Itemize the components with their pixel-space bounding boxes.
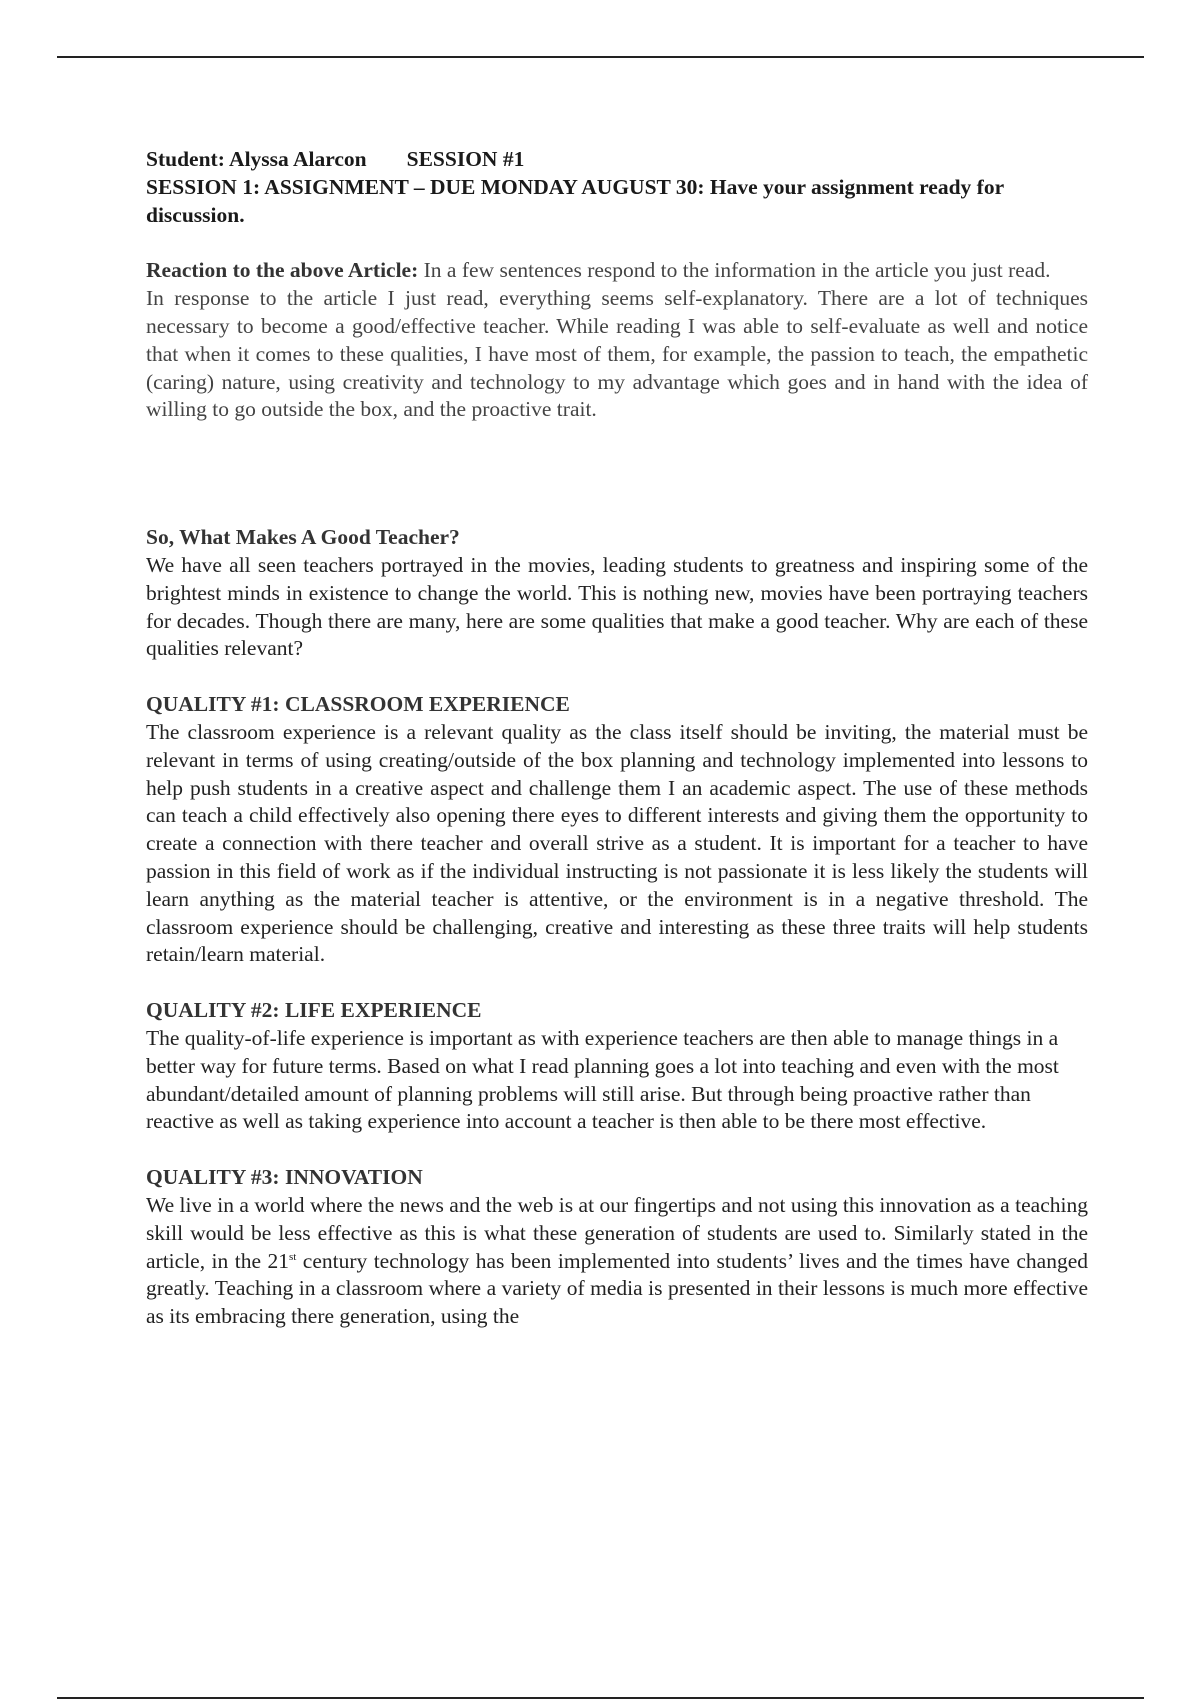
quality-1-body: The classroom experience is a relevant quality as the class itself should be inviting, the material must be relevant in terms of using creating/outside of the box planning and technology implemented into lessons to help push students in a creative aspect and challenge them I an academic aspect. The use of these methods can teach a child effectively also opening there eyes to different interests and giving them the opportunity to create a connection with there teacher and overall strive as a student. It is important for a teacher to have passion in this field of work as if the individual instructing is not passionate it is less likely the students will learn anything as the material teacher is attentive, or the environment is in a negative threshold. The classroom experience should be challenging, creative and interesting as these three traits will help students retain/learn material. — [146, 719, 1088, 967]
good-teacher-heading: So, What Makes A Good Teacher? — [146, 525, 460, 550]
ordinal-suffix: st — [288, 1250, 297, 1263]
good-teacher-body: We have all seen teachers portrayed in the movies, leading students to greatness and inspiring some of the brightest minds in existence to change the world. This is nothing new, movies have been portraying teachers for decades. Though there are many, here are some qualities that make a good teacher. Why are each of these qualities relevant? — [146, 552, 1088, 661]
quality-3-section — [146, 1164, 1088, 1331]
quality-3-heading: QUALITY #3: INNOVATION — [146, 1165, 423, 1190]
quality-2-body: The quality-of-life experience is important as with experience teachers are then able to manage things in a better way for future terms. Based on what I read planning goes a lot into teaching and even with the most abundant/detailed amount of planning problems will still arise. But through being proactive rather than reactive as well as taking experience into account a teacher is then able to be there most effective. — [146, 1025, 1059, 1134]
quality-3-body-part2: century technology has been implemented into students’ lives and the times have changed greatly. Teaching in a classroom where a variety of media is presented in their lessons is much more effective as its embracing there generation, using the — [146, 1248, 1089, 1329]
quality-1-heading: QUALITY #1: CLASSROOM EXPERIENCE — [146, 692, 570, 717]
quality-3-body-part1: We live in a world where the news and the web is at our fingertips and not using this innovation as a teaching skill would be less effective as this is what these generation of students are used to. Similarly stated in the article, in the 21 — [146, 1192, 1088, 1273]
quality-1-section — [146, 691, 1088, 969]
reaction-response: In response to the article I just read, everything seems self-explanatory. There are a lot of techniques necessary to become a good/effective teacher. While reading I was able to self-evaluate as well and notice that when it comes to these qualities, I have most of them, for example, the passion to teach, the empathetic (caring) nature, using creativity and technology to my advantage which goes and in hand with the idea of willing to go outside the box, and the proactive trait. — [146, 286, 1088, 422]
top-rule — [57, 56, 1144, 58]
assignment-line: SESSION 1: ASSIGNMENT – DUE MONDAY AUGUST 30: Have your assignment ready for discussion. — [146, 174, 1004, 227]
quality-2-section — [146, 997, 1088, 1136]
good-teacher-section — [146, 524, 1088, 663]
reaction-prompt — [146, 257, 1088, 285]
student-line — [146, 146, 1088, 174]
student-label: Student: Alyssa Alarcon — [146, 147, 367, 171]
session-label: SESSION #1 — [406, 147, 525, 171]
header-block — [146, 146, 1088, 229]
reaction-prompt-text: In a few sentences respond to the information in the article you just read. — [418, 258, 1051, 283]
reaction-section — [146, 257, 1088, 424]
bottom-rule — [57, 1697, 1144, 1699]
quality-2-heading: QUALITY #2: LIFE EXPERIENCE — [146, 998, 482, 1023]
reaction-heading: Reaction to the above Article: — [146, 258, 419, 283]
quality-3-body — [146, 1192, 1088, 1331]
document-page — [146, 146, 1088, 1331]
